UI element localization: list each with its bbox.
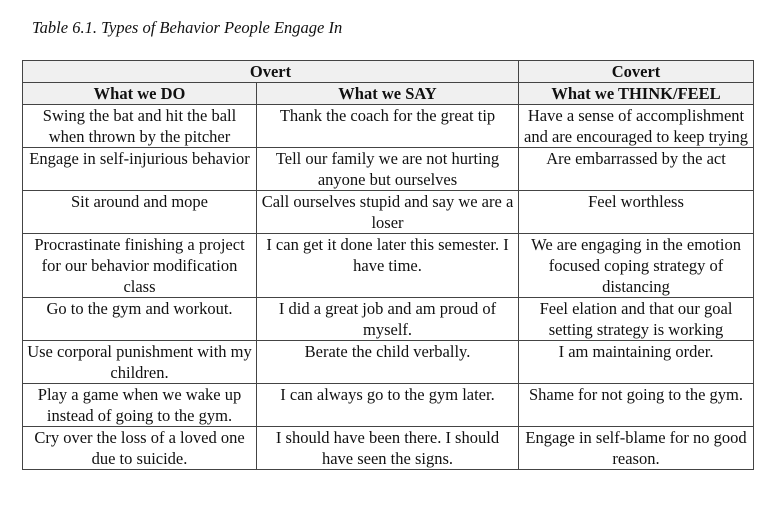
- cell-think-feel: Shame for not going to the gym.: [519, 384, 754, 427]
- table-row: [23, 105, 754, 148]
- column-header-row: [23, 83, 754, 105]
- table-row: [23, 427, 754, 470]
- behavior-table: [22, 60, 754, 470]
- cell-do: Procrastinate finishing a project for our behavior modification class: [23, 234, 257, 298]
- column-header-say: What we SAY: [257, 83, 519, 105]
- column-header-do: What we DO: [23, 83, 257, 105]
- table-row: [23, 191, 754, 234]
- cell-think-feel: Engage in self-blame for no good reason.: [519, 427, 754, 470]
- cell-do: Swing the bat and hit the ball when thrown by the pitcher: [23, 105, 257, 148]
- table-row: [23, 384, 754, 427]
- cell-say: I did a great job and am proud of myself.: [257, 298, 519, 341]
- cell-say: Thank the coach for the great tip: [257, 105, 519, 148]
- column-header-think-feel: What we THINK/FEEL: [519, 83, 754, 105]
- group-header-row: [23, 61, 754, 83]
- cell-think-feel: Feel elation and that our goal setting strategy is working: [519, 298, 754, 341]
- cell-do: Sit around and mope: [23, 191, 257, 234]
- cell-say: I can always go to the gym later.: [257, 384, 519, 427]
- cell-think-feel: We are engaging in the emotion focused coping strategy of distancing: [519, 234, 754, 298]
- cell-think-feel: Have a sense of accomplishment and are encouraged to keep trying: [519, 105, 754, 148]
- group-header-overt: Overt: [23, 61, 519, 83]
- cell-say: Tell our family we are not hurting anyone but ourselves: [257, 148, 519, 191]
- table-row: [23, 234, 754, 298]
- cell-say: Berate the child verbally.: [257, 341, 519, 384]
- cell-think-feel: I am maintaining order.: [519, 341, 754, 384]
- cell-do: Play a game when we wake up instead of going to the gym.: [23, 384, 257, 427]
- group-header-covert: Covert: [519, 61, 754, 83]
- table-row: [23, 341, 754, 384]
- table-row: [23, 148, 754, 191]
- cell-think-feel: Feel worthless: [519, 191, 754, 234]
- cell-say: I should have been there. I should have seen the signs.: [257, 427, 519, 470]
- cell-say: I can get it done later this semester. I have time.: [257, 234, 519, 298]
- table-caption: Table 6.1. Types of Behavior People Engage In: [32, 18, 343, 37]
- cell-do: Cry over the loss of a loved one due to suicide.: [23, 427, 257, 470]
- cell-do: Engage in self-injurious behavior: [23, 148, 257, 191]
- cell-think-feel: Are embarrassed by the act: [519, 148, 754, 191]
- cell-do: Go to the gym and workout.: [23, 298, 257, 341]
- cell-say: Call ourselves stupid and say we are a loser: [257, 191, 519, 234]
- table-row: [23, 298, 754, 341]
- cell-do: Use corporal punishment with my children.: [23, 341, 257, 384]
